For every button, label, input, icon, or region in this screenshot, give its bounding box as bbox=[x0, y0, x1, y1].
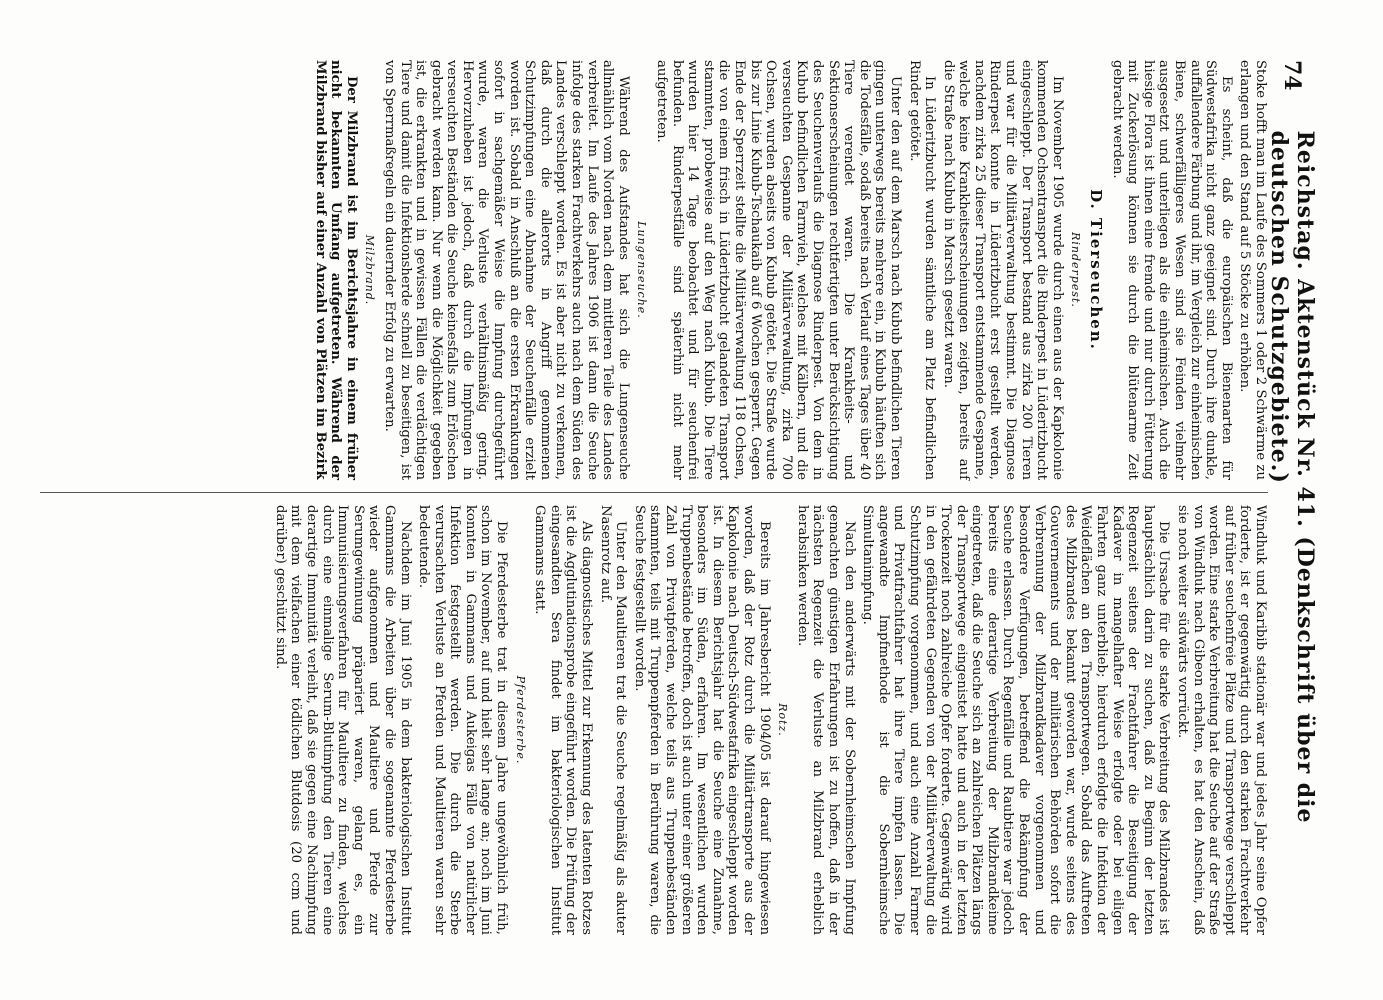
paragraph: Die Ursache für die starke Verbreitung des Milzbrandes ist hauptsächlich darin zu suchen, daß zu Beginn der letzten Regenzeit seitens der Frachtfahrer die Beseitigung der Kadaver in mangelhafter Weise erfolgte oder bei eiligen Fahrten ganz unterblieb; hierdurch erfolgte die Infektion der Weideflächen an den Transportwegen. Sobald das Auftreten des Milzbrandes bekannt geworden war, wurde seitens des Gouvernements und der militärischen Behörden sofort die Verbrennung der Milzbrandkadaver vorgenommen und besondere Verfügungen, betreffend die Bekämpfung der Seuche erlassen. Durch Regenfälle und Raubtiere war jedoch bereits eine derartige Verbreitung der Milzbrandkeime eingetreten, daß die Seuche sich an zahlreichen Plätzen längs der Transportwege eingenistet hatte und auch in der letzten Trockenzeit noch zahlreiche Opfer forderte. Gegenwärtig wird in den gefährdeten Gegenden von der Militärverwaltung die Schutzimpfung vorgenommen, und auch eine Anzahl Farmer und Privatfrachtfahrer hat ihre Tiere impfen lassen. Die angewandte Impfmethode ist die Sobernheimsche Simultanimpfung. bbox=[860, 505, 1172, 935]
column-divider bbox=[40, 492, 1268, 493]
subheading-lungenseuche: Lungenseuche. bbox=[635, 221, 649, 319]
paragraph: Nachdem im Juni 1905 in dem bakteriologischen Institut Gammams die Arbeiten über die sogenannte Pferdesterbe wieder aufgenommen und Maultiere und Pferde zur Serumgewinnung präpariert waren, gelang es, ein Immunisierungsverfahren für Maultiere zu finden, welches durch eine einmalige Serum-Blutimpfung den Tieren eine derartige Immunität verleiht, daß sie gegen eine Nachimpfung mit dem vielfachen einer tödlichen Blutdosis (20 ccm und darüber) geschützt sind. bbox=[272, 505, 413, 935]
paragraph: Der Milzbrand ist im Berichtsjahre in einem früher nicht bekannten Umfang aufgetreten. Während der Milzbrand bisher auf einer Anzahl von Plätzen im Bezirk bbox=[312, 60, 359, 480]
paragraph: Als diagnostisches Mittel zur Erkennung des latenten Rotzes ist die Agglutinationsprobe eingeführt worden. Die Prüfung der eingesandten Sera findet im bakteriologischen Institut Gammams statt. bbox=[532, 505, 595, 935]
paragraph: In Lüderitzbucht wurden sämtliche am Platz befindlichen Rinder getötet. bbox=[906, 60, 938, 480]
subheading-milzbrand: Milzbrand. bbox=[363, 234, 377, 306]
paragraph: Während des Aufstandes hat sich die Lungenseuche allmählich vom Norden nach dem mittleren Teile des Landes verbreitet. Im Laufe des Jahres 1906 ist dann die Seuche infolge des starken Frachtverkehrs auch nach dem Süden des Landes verschleppt worden. Es ist aber nicht zu verkennen, daß durch die allerorts in Angriff genommenen Schutzimpfungen eine Abnahme der Seuchenfälle erzielt worden ist. Sobald in Anschluß an die ersten Erkrankungen sofort in sachgemäßer Weise die Impfung durchgeführt wurde, waren die Verluste verhältnismäßig gering. Hervorzuheben ist jedoch, daß durch die Impfungen in verseuchten Beständen die Seuche keinesfalls zum Erlöschen gebracht werden kann. Nur wenn die Möglichkeit gegeben ist, die erkrankten und in gewissen Fällen die verdächtigen Tiere und damit die Infektionsherde schnell zu beseitigen, ist von Sperrmaßregeln ein dauernder Erfolg zu erwarten. bbox=[381, 60, 631, 480]
paragraph: Windhuk und Karibib stationär war und jedes Jahr seine Opfer forderte, ist er gegenwärtig durch den starken Frachtverkehr auf früher seuchenfreie Plätze und Transportwege verschleppt worden. Eine starke Verbreitung hat die Seuche auf der Straße von Windhuk nach Gibeon erhalten, es hat den Anschein, daß sie noch weiter südwärts vorrückt. bbox=[1175, 505, 1268, 935]
subheading-pferdesterbe: Pferdesterbe. bbox=[513, 675, 527, 765]
left-column bbox=[40, 60, 1268, 480]
paragraph: Im November 1905 wurde durch einen aus der Kapkolonie kommenden Ochsentransport die Rinderpest in Lüderitzbucht eingeschleppt. Der Transport bestand aus zirka 200 Tieren und war für die Militärverwaltung bestimmt. Die Diagnose Rinderpest konnte in Lüderitzbucht erst gestellt werden, nachdem zirka 25 dieser Transport entstammende Gespanne, welche keine Krankheitserscheinungen zeigten, bereits auf die Straße nach Kubub in Marsch gesetzt waren. bbox=[940, 60, 1065, 480]
section-heading-tierseuchen: D. Tierseuchen. bbox=[1087, 189, 1106, 351]
right-column bbox=[40, 505, 1268, 935]
page-number: 74 bbox=[1279, 60, 1305, 91]
paragraph: Die Pferdesterbe trat in diesem Jahre ungewöhnlich früh, schon im November, auf und hielt sehr lange an; noch im Juni konnten in Gammams und Aukeigas Fälle von natürlicher Infektion festgestellt werden. Die durch die Sterbe verursachten Verluste an Pferden und Maultieren waren sehr bedeutende. bbox=[416, 505, 510, 935]
page-header bbox=[1266, 60, 1318, 960]
subheading-rotz: Rotz. bbox=[776, 703, 790, 737]
subheading-rinderpest: Rinderpest. bbox=[1069, 232, 1083, 308]
paragraph: Es scheint, daß die europäischen Bienenarten für Südwestafrika nicht ganz geeignet sind. Durch ihre dunkle, auffallendere Färbung und ihr, im Vergleich zur einheimischen Biene, schwerfälligeres Wesen sind sie Feinden vielmehr ausgesetzt und unterliegen als die einheimischen. Auch die hiesige Flora ist ihnen eine fremde und nur durch Fütterung mit Zuckerlösung können sie durch die blütenarme Zeit gebracht werden. bbox=[1109, 60, 1234, 480]
paragraph: Stoke hofft man im Laufe des Sommers 1 oder 2 Schwärme zu erlangen und den Stand auf 5 Stöcke zu erhöhen. bbox=[1237, 60, 1268, 480]
running-title: Reichstag. Aktenstück Nr. 41. (Denkschrift über die deutschen Schutzgebiete.) bbox=[1266, 130, 1318, 824]
paragraph: Nach den anderwärts mit der Sobernheimschen Impfung gemachten günstigen Erfahrungen ist zu hoffen, daß in der nächsten Regenzeit die Verluste an Milzbrand erheblich herabsinken werden. bbox=[794, 505, 857, 935]
paragraph: Bereits im Jahresbericht 1904/05 ist darauf hingewiesen worden, daß der Rotz durch die Militärtransporte aus der Kapkolonie nach Deutsch-Südwestafrika eingeschleppt worden ist. In diesem Berichtsjahr hat die Seuche eine Zunahme, besonders im Süden, erfahren. Im wesentlichen wurden Truppenbestände betroffen, doch ist auch unter einer größeren Zahl von Privatpferden, welche teils aus Truppenbeständen stammten, teils mit Truppenpferden in Berührung waren, die Seuche festgestellt worden. bbox=[631, 505, 772, 935]
paragraph: Unter den Maultieren trat die Seuche regelmäßig als akuter Nasenrotz auf. bbox=[597, 505, 629, 935]
paragraph: Unter den auf dem Marsch nach Kubub befindlichen Tieren gingen unterwegs bereits mehrere ein, in Kubub häuften sich die Todesfälle, sodaß bereits nach Verlauf eines Tages über 40 Tiere verendet waren. Die Krankheits- und Sektionserscheinungen rechtfertigten unter Berücksichtigung des Seuchenverlaufs die Diagnose Rinderpest. Von dem in Kubub befindlichen Farmvieh, welches mit Kälbern, und die verseuchten Gespanne der Militärverwaltung, zirka 700 Ochsen, wurden abseits von Kubub getötet. Die Straße wurde bis zur Linie Kubub-Tschaukaib auf 6 Wochen gesperrt. Gegen Ende der Sperrzeit stellte die Militärverwaltung 118 Ochsen, die von einem frisch in Lüderitzbucht gelandeten Transport stammten, probeweise auf den Weg nach Kubub. Die Tiere wurden hier 14 Tage beobachtet und für seuchenfrei befunden. Rinderpestfälle sind späterhin nicht mehr aufgetreten. bbox=[654, 60, 903, 480]
